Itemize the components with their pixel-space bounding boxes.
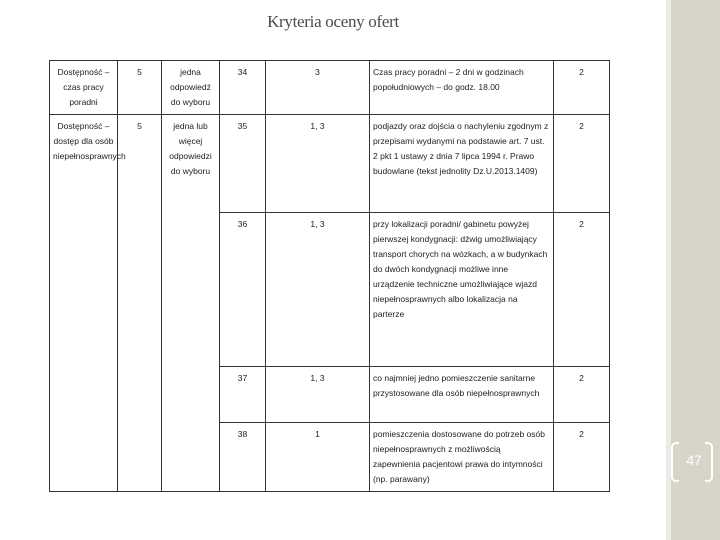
description-cell: Czas pracy poradni – 2 dni w godzinach popołudniowych – do godz. 18.00 xyxy=(370,61,554,115)
weight-cell: 2 xyxy=(554,213,610,367)
description-cell: pomieszczenia dostosowane do potrzeb osób niepełnosprawnych z możliwością zapewnienia pacjentowi prawa do intymności (np. parawany) xyxy=(370,423,554,492)
page-number: 47 xyxy=(686,452,702,468)
description-cell: przy lokalizacji poradni/ gabinetu powyżej pierwszej kondygnacji: dźwig umożliwiający transport chorych na wózkach, a w budynkach do dwóch kondygnacji możliwe inne urządzenie techniczne umożliwiające wjazd niepełnosprawnych albo lokalizacja na parterze xyxy=(370,213,554,367)
table-row xyxy=(50,115,610,213)
question-number-cell: 37 xyxy=(220,367,266,423)
table-row xyxy=(50,61,610,115)
points-cell: 1 xyxy=(266,423,370,492)
weight-cell: 2 xyxy=(554,115,610,213)
max-points-cell: 5 xyxy=(118,115,162,492)
points-cell: 1, 3 xyxy=(266,213,370,367)
answer-type-cell: jedna odpowiedź do wyboru xyxy=(162,61,220,115)
description-cell: podjazdy oraz dojścia o nachyleniu zgodnym z przepisami wydanymi na podstawie art. 7 ust. 2 pkt 1 ustawy z dnia 7 lipca 1994 r. Prawo budowlane (tekst jednolity Dz.U.2013.1409) xyxy=(370,115,554,213)
question-number-cell: 34 xyxy=(220,61,266,115)
answer-type-cell: jedna lub więcej odpowiedzi do wyboru xyxy=(162,115,220,492)
max-points-cell: 5 xyxy=(118,61,162,115)
question-number-cell: 38 xyxy=(220,423,266,492)
question-number-cell: 36 xyxy=(220,213,266,367)
points-cell: 1, 3 xyxy=(266,115,370,213)
weight-cell: 2 xyxy=(554,423,610,492)
weight-cell: 2 xyxy=(554,367,610,423)
question-number-cell: 35 xyxy=(220,115,266,213)
criterion-cell: Dostępność – dostęp dla osób niepełnosprawnych xyxy=(50,115,118,492)
criterion-cell: Dostępność – czas pracy poradni xyxy=(50,61,118,115)
points-cell: 3 xyxy=(266,61,370,115)
slide-title: Kryteria oceny ofert xyxy=(267,12,399,31)
weight-cell: 2 xyxy=(554,61,610,115)
criteria-table xyxy=(49,60,610,492)
points-cell: 1, 3 xyxy=(266,367,370,423)
description-cell: co najmniej jedno pomieszczenie sanitarne przystosowane dla osób niepełnosprawnych xyxy=(370,367,554,423)
